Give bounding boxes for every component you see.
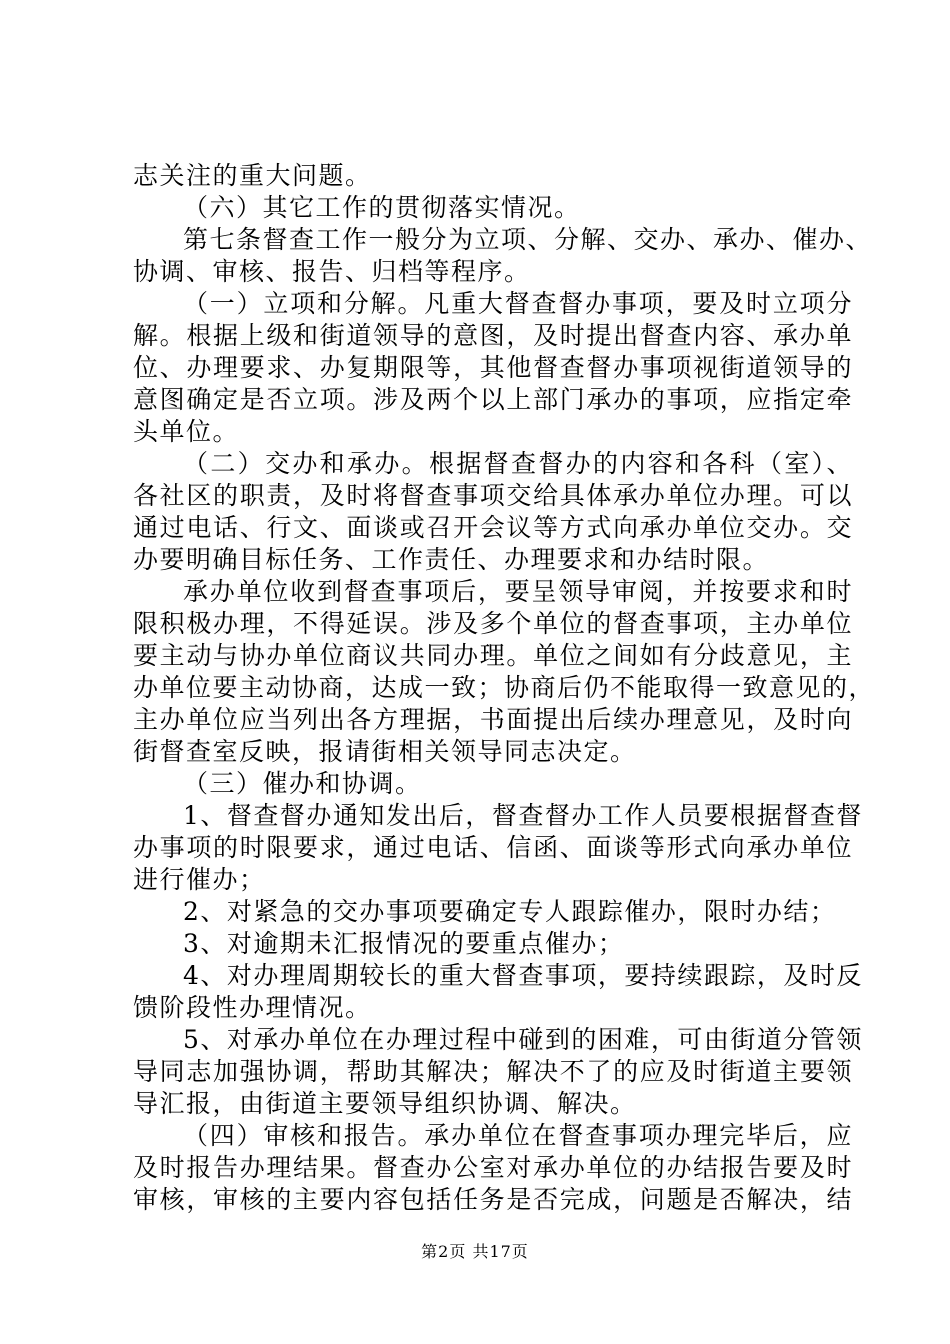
- text-line: 办单位要主动协商，达成一致；协商后仍不能取得一致意见的，: [133, 673, 876, 702]
- text-line: 位、办理要求、办复期限等，其他督查督办事项视街道领导的: [133, 353, 853, 382]
- text-line: 各社区的职责，及时将督查事项交给具体承办单位办理。可以: [133, 481, 853, 510]
- text-line: 意图确定是否立项。涉及两个以上部门承办的事项，应指定牵: [133, 385, 853, 414]
- text-line: 头单位。: [133, 417, 240, 446]
- text-line: 及时报告办理结果。督查办公室对承办单位的办结报告要及时: [133, 1153, 853, 1182]
- text-line: 街督查室反映，报请街相关领导同志决定。: [133, 737, 637, 766]
- text-line: 承办单位收到督查事项后，要呈领导审阅，并按要求和时: [183, 577, 853, 606]
- text-line: 办事项的时限要求，通过电话、信函、面谈等形式向承办单位: [133, 833, 853, 862]
- text-line: 进行催办；: [133, 865, 266, 894]
- text-line: 2、对紧急的交办事项要确定专人跟踪催办，限时办结；: [183, 897, 837, 926]
- text-line: 解。根据上级和街道领导的意图，及时提出督查内容、承办单: [133, 321, 853, 350]
- document-body: [133, 160, 876, 1216]
- text-line: 志关注的重大问题。: [133, 161, 372, 190]
- text-line: （三）催办和协调。: [183, 769, 422, 798]
- text-line: （六）其它工作的贯彻落实情况。: [183, 193, 581, 222]
- text-line: 通过电话、行文、面谈或召开会议等方式向承办单位交办。交: [133, 513, 853, 542]
- text-line: 第七条督查工作一般分为立项、分解、交办、承办、催办、: [183, 225, 873, 254]
- text-line: 馈阶段性办理情况。: [133, 993, 372, 1022]
- text-line: 5、对承办单位在办理过程中碰到的困难，可由街道分管领: [183, 1025, 863, 1054]
- text-line: 限积极办理，不得延误。涉及多个单位的督查事项，主办单位: [133, 609, 853, 638]
- text-line: （二）交办和承办。根据督查督办的内容和各科（室）、: [183, 449, 853, 478]
- text-line: 办要明确目标任务、工作责任、办理要求和办结时限。: [133, 545, 770, 574]
- text-line: （一）立项和分解。凡重大督查督办事项，要及时立项分: [183, 289, 853, 318]
- text-line: 导汇报，由街道主要领导组织协调、解决。: [133, 1089, 637, 1118]
- text-line: 4、对办理周期较长的重大督查事项，要持续跟踪，及时反: [183, 961, 863, 990]
- text-line: 协调、审核、报告、归档等程序。: [133, 257, 531, 286]
- text-line: 1、督查督办通知发出后，督查督办工作人员要根据督查督: [183, 801, 863, 830]
- text-line: 要主动与协办单位商议共同办理。单位之间如有分歧意见，主: [133, 641, 853, 670]
- text-line: 导同志加强协调，帮助其解决；解决不了的应及时街道主要领: [133, 1057, 853, 1086]
- text-line: 审核，审核的主要内容包括任务是否完成，问题是否解决，结: [133, 1185, 853, 1214]
- text-line: 主办单位应当列出各方理据，书面提出后续办理意见，及时向: [133, 705, 853, 734]
- text-line: （四）审核和报告。承办单位在督查事项办理完毕后，应: [183, 1121, 853, 1150]
- page-footer: 第2页 共17页: [421, 1242, 529, 1261]
- text-line: 3、对逾期未汇报情况的要重点催办；: [183, 929, 625, 958]
